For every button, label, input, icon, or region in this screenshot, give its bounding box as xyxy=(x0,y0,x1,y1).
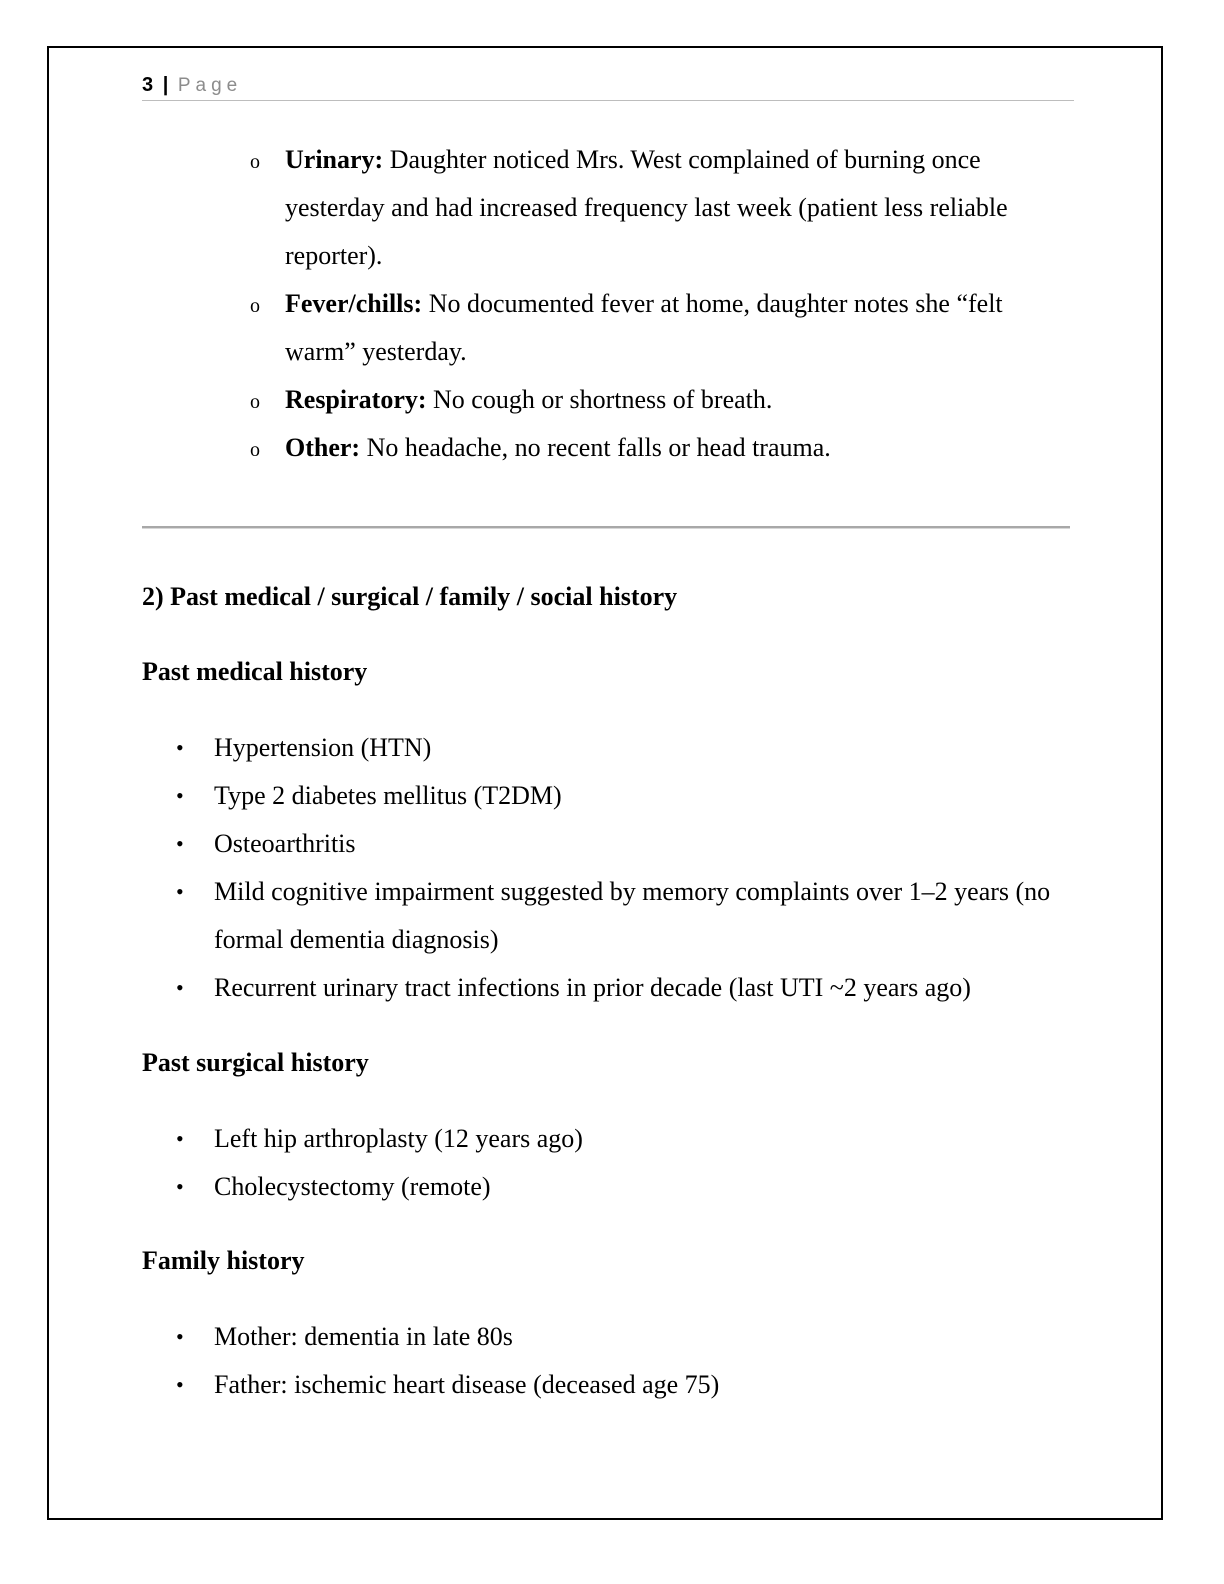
page-word: Page xyxy=(177,75,243,96)
page-header xyxy=(142,72,1074,101)
list-item xyxy=(248,424,1078,472)
list-item: • Osteoarthritis xyxy=(170,820,1070,868)
item-text: No documented fever at home, daughter notes she “felt warm” yesterday. xyxy=(285,289,1003,366)
family-history-heading: Family history xyxy=(142,1246,305,1275)
list-item: • Recurrent urinary tract infections in prior decade (last UTI ~2 years ago) xyxy=(170,964,1070,1012)
list-item: • Mild cognitive impairment suggested by memory complaints over 1–2 years (no formal dementia diagnosis) xyxy=(170,868,1070,964)
page-number: 3 xyxy=(142,74,154,96)
circle-bullet-icon: o xyxy=(250,295,260,317)
list-item: • Mother: dementia in late 80s xyxy=(170,1313,1070,1361)
item-label: Respiratory: xyxy=(285,385,427,414)
section-title: 2) Past medical / surgical / family / social history xyxy=(142,582,678,611)
bullet-icon: • xyxy=(176,879,184,904)
list-item: • Hypertension (HTN) xyxy=(170,724,1070,772)
item-text: No cough or shortness of breath. xyxy=(426,385,773,414)
page-separator: | xyxy=(162,74,169,96)
item-label: Fever/chills: xyxy=(285,289,423,318)
list-item: • Left hip arthroplasty (12 years ago) xyxy=(170,1115,1070,1163)
bullet-icon: • xyxy=(176,831,184,856)
list-item xyxy=(248,136,1078,280)
list-item xyxy=(248,280,1078,376)
item-text: Daughter noticed Mrs. West complained of burning once yesterday and had increased frequency last week (patient less reliable reporter). xyxy=(285,145,1008,270)
circle-bullet-icon: o xyxy=(250,391,260,413)
list-item xyxy=(248,376,1078,424)
circle-bullet-icon: o xyxy=(250,151,260,173)
bullet-icon: • xyxy=(176,783,184,808)
bullet-icon: • xyxy=(176,1324,184,1349)
horizontal-divider xyxy=(142,526,1070,529)
bullet-icon: • xyxy=(176,1126,184,1151)
family-history-list xyxy=(170,1313,1070,1409)
past-surgical-heading: Past surgical history xyxy=(142,1048,369,1077)
bullet-icon: • xyxy=(176,1372,184,1397)
list-item: • Cholecystectomy (remote) xyxy=(170,1163,1070,1211)
list-item: • Father: ischemic heart disease (deceased age 75) xyxy=(170,1361,1070,1409)
bullet-icon: • xyxy=(176,1174,184,1199)
bullet-icon: • xyxy=(176,975,184,1000)
list-item: • Type 2 diabetes mellitus (T2DM) xyxy=(170,772,1070,820)
past-surgical-list xyxy=(170,1115,1070,1211)
item-label: Other: xyxy=(285,433,361,462)
item-label: Urinary: xyxy=(285,145,384,174)
past-medical-heading: Past medical history xyxy=(142,657,368,686)
circle-bullet-icon: o xyxy=(250,439,260,461)
past-medical-list xyxy=(170,724,1070,1012)
item-text: No headache, no recent falls or head trauma. xyxy=(360,433,831,462)
review-of-systems-list xyxy=(248,136,1078,472)
bullet-icon: • xyxy=(176,735,184,760)
